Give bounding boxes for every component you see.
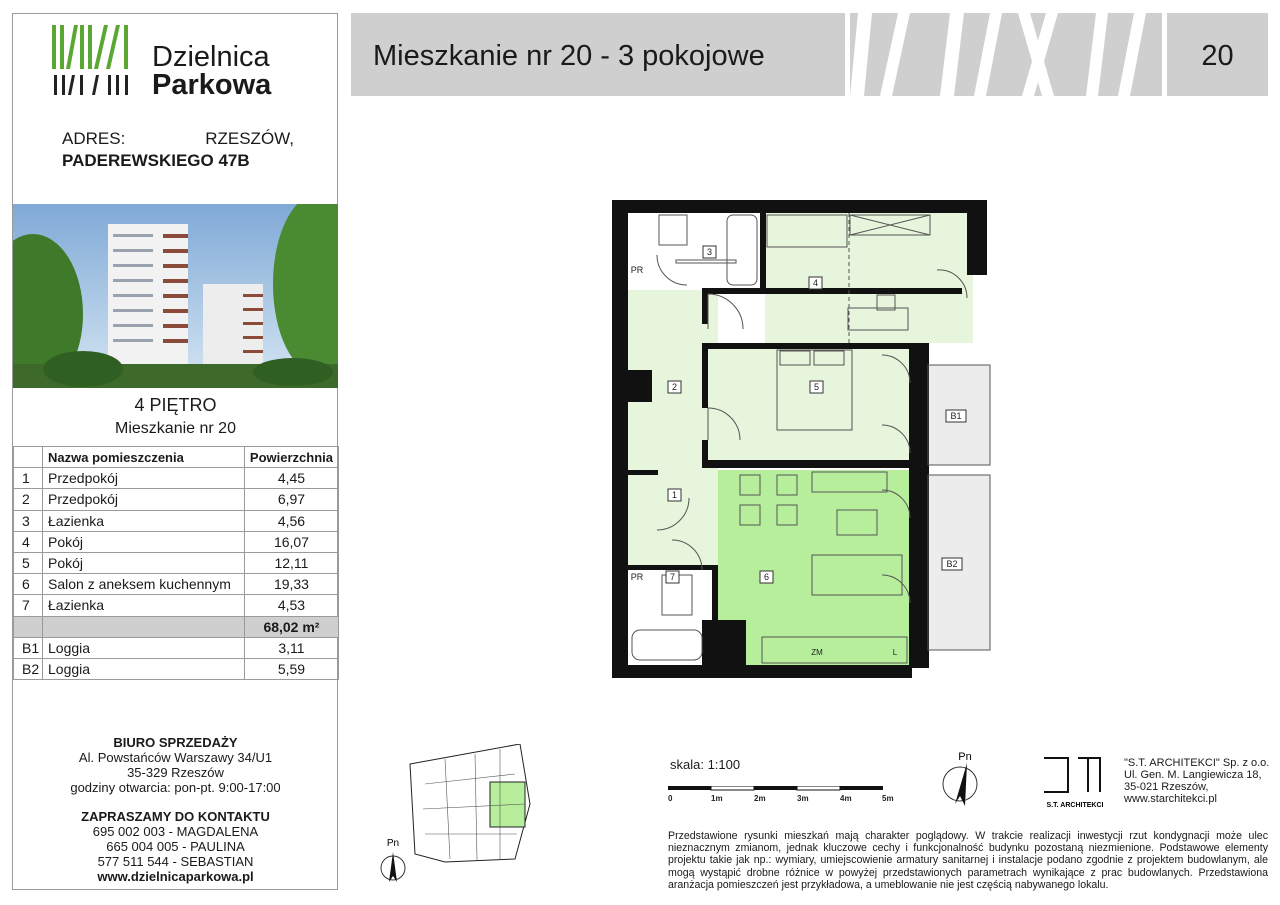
architect-name: "S.T. ARCHITEKCI" Sp. z o.o. [1124, 757, 1270, 769]
sales-office-hours: godziny otwarcia: pon-pt. 9:00-17:00 [70, 780, 281, 795]
loggia-area: 3,11 [244, 637, 338, 658]
north-arrow-icon [935, 748, 985, 808]
table-row [14, 489, 339, 510]
address-label: ADRES: [62, 129, 126, 148]
sales-office-title: BIURO SPRZEDAŻY [113, 735, 238, 750]
room-number: 2 [14, 489, 43, 510]
contact-block [13, 809, 338, 884]
floor-plan [612, 200, 992, 678]
room-name: Pokój [43, 552, 245, 573]
table-row [14, 552, 339, 573]
room-area: 4,53 [244, 595, 338, 616]
room-name: Salon z aneksem kuchennym [43, 574, 245, 595]
table-row [14, 468, 339, 489]
room-name: Przedpokój [43, 489, 245, 510]
room-area: 16,07 [244, 531, 338, 552]
loggia-number: B1 [14, 637, 43, 658]
scale-tick-4m: 4m [840, 794, 852, 803]
loggia-label-b2: B2 [946, 559, 958, 569]
brand-name-line1: Dzielnica [152, 41, 270, 73]
table-total-row [14, 616, 339, 637]
apartment-number: 20 [1201, 40, 1234, 72]
zm-label: ZM [811, 648, 823, 657]
pr-label-upper: PR [630, 265, 644, 275]
scale-tick-0: 0 [668, 794, 673, 803]
floor-title: 4 PIĘTRO [134, 395, 217, 415]
table-header-no [14, 447, 43, 468]
contact-phone-sebastian[interactable]: 577 511 544 - SEBASTIAN [97, 854, 254, 869]
architect-city: 35-021 Rzeszów, [1124, 781, 1209, 793]
scale-bar [668, 786, 898, 806]
disclaimer-text: Przedstawione rysunki mieszkań mają charakter poglądowy. W trakcie realizacji inwestycji rzut kondygnacji może ulec nieznacznym zmianom, jednak kluczowe cechy i funkcjonalność budynku pozostaną niezmienione. Podstawowe elementy projektu takie jak np.: wymiary, umiejscowienie armatury sanitarnej i instalacje podano zgodnie z projektem budowlanym, ale mogą wystąpić drobne różnice w powyżej przedstawionych parametrach wynikające z prac budowlanych. Przedstawiona aranżacja pomieszczeń jest przykładowa, a umeblowanie nie jest częścią nabywanego lokalu. [668, 830, 1268, 891]
total-area: 68,02 m² [244, 616, 338, 637]
table-header-name: Nazwa pomieszczenia [43, 447, 245, 468]
room-number: 7 [14, 595, 43, 616]
room-number: 5 [14, 552, 43, 573]
room-area: 19,33 [244, 574, 338, 595]
scale-tick-5m: 5m [882, 794, 894, 803]
sales-office-city: 35-329 Rzeszów [127, 765, 224, 780]
north-label: Pn [958, 751, 972, 763]
architect-street: Ul. Gen. M. Langiewicza 18, [1124, 769, 1262, 781]
building-photo [13, 204, 338, 388]
contact-phone-magdalena[interactable]: 695 002 003 - MAGDALENA [92, 824, 259, 839]
address-block [62, 128, 294, 172]
room-name: Pokój [43, 531, 245, 552]
l-label: L [892, 648, 898, 657]
loggia-label-b1: B1 [950, 411, 962, 421]
table-row [14, 574, 339, 595]
room-label-4: 4 [812, 278, 819, 288]
page-title: Mieszkanie nr 20 - 3 pokojowe [373, 40, 765, 72]
scale-tick-3m: 3m [797, 794, 809, 803]
table-row [14, 637, 339, 658]
header-decorative-stripes [850, 13, 1162, 96]
room-area: 4,45 [244, 468, 338, 489]
room-label-5: 5 [813, 382, 820, 392]
scale-tick-2m: 2m [754, 794, 766, 803]
sales-office-block [13, 735, 338, 795]
room-area: 12,11 [244, 552, 338, 573]
loggia-name: Loggia [43, 658, 245, 679]
room-label-7: 7 [669, 572, 676, 582]
room-label-2: 2 [671, 382, 678, 392]
room-name: Przedpokój [43, 468, 245, 489]
contact-title: ZAPRASZAMY DO KONTAKTU [81, 809, 270, 824]
room-label-6: 6 [763, 572, 770, 582]
architect-website-link[interactable]: www.starchitekci.pl [1124, 793, 1217, 805]
loggia-number: B2 [14, 658, 43, 679]
table-row [14, 510, 339, 531]
room-number: 1 [14, 468, 43, 489]
pr-label-lower: PR [630, 572, 644, 582]
contact-phone-paulina[interactable]: 665 004 005 - PAULINA [106, 839, 245, 854]
north-arrow-small-icon [378, 836, 408, 884]
building-key-plan [405, 744, 535, 864]
room-name: Łazienka [43, 510, 245, 531]
room-name: Łazienka [43, 595, 245, 616]
north-label-small: Pn [386, 838, 400, 849]
dzielnica-parkowa-logo-icon [52, 25, 140, 97]
table-row [14, 595, 339, 616]
room-area: 6,97 [244, 489, 338, 510]
brand-name-line2: Parkowa [152, 69, 272, 101]
sales-office-street: Al. Powstańców Warszawy 34/U1 [78, 750, 273, 765]
table-header-area: Powierzchnia [244, 447, 338, 468]
loggia-area: 5,59 [244, 658, 338, 679]
architect-info [1124, 757, 1269, 805]
room-area-table [13, 446, 339, 680]
apartment-subtitle: Mieszkanie nr 20 [115, 420, 236, 437]
st-architekci-logo-icon [1040, 754, 1110, 810]
scale-tick-1m: 1m [711, 794, 723, 803]
loggia-name: Loggia [43, 637, 245, 658]
scale-label: skala: 1:100 [670, 757, 741, 772]
st-architekci-logo-text: S.T. ARCHITEKCI [1046, 802, 1104, 809]
table-header-row [14, 447, 339, 468]
address-city: RZESZÓW, [205, 129, 294, 148]
room-number: 4 [14, 531, 43, 552]
address-street: PADEREWSKIEGO 47B [62, 151, 250, 170]
table-row [14, 658, 339, 679]
contact-website-link[interactable]: www.dzielnicaparkowa.pl [97, 869, 254, 884]
room-label-1: 1 [671, 490, 678, 500]
room-label-3: 3 [706, 247, 713, 257]
room-area: 4,56 [244, 510, 338, 531]
room-number: 3 [14, 510, 43, 531]
table-row [14, 531, 339, 552]
room-number: 6 [14, 574, 43, 595]
